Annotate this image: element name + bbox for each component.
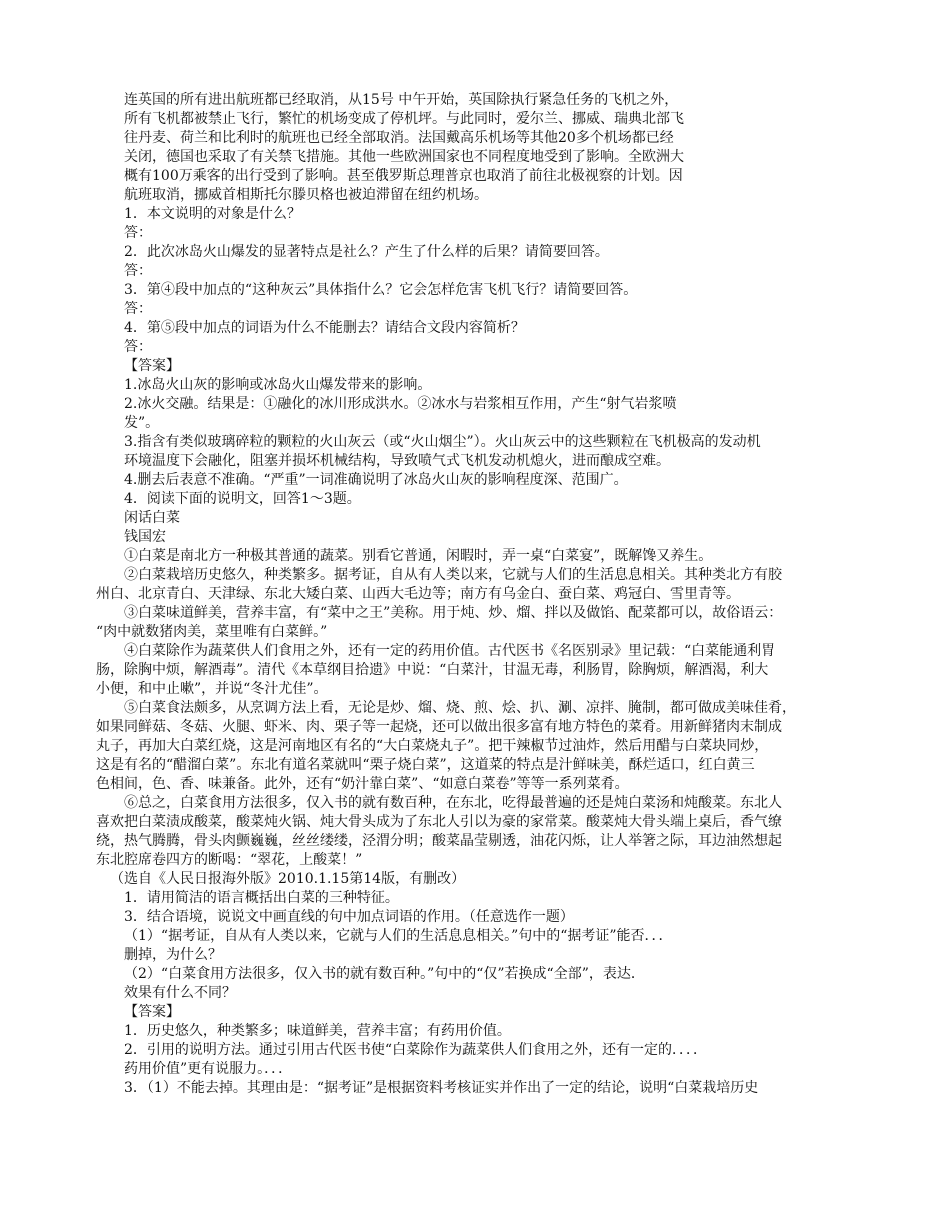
answer-label: 答： bbox=[124, 225, 152, 241]
answer-label: 答： bbox=[124, 301, 152, 317]
answer-line: 1.冰岛火山灰的影响或冰岛火山爆发带来的影响。 bbox=[124, 377, 432, 393]
paragraph-line: 喜欢把白菜渍成酸菜，酸菜炖火锅、炖大骨头成为了东北人引以为豪的家常菜。酸菜炖大骨头端上桌后，香气缭 bbox=[96, 814, 782, 830]
paragraph-line: 州白、北京青白、天津绿、东北大矮白菜、山西大毛边等；南方有乌金白、蚕白菜、鸡冠白、雪里青等。 bbox=[96, 586, 740, 602]
answer-label: 答： bbox=[124, 263, 152, 279]
text-line: 关闭，德国也采取了有关禁飞措施。其他一些欧洲国家也不同程度地受到了影响。全欧洲大 bbox=[124, 149, 684, 165]
question-line: 效果有什么不同？ bbox=[124, 985, 236, 1001]
text-line: 概有100万乘客的出行受到了影响。甚至俄罗斯总理普京也取消了前往北极视察的计划。因 bbox=[124, 168, 683, 184]
answer-line: 2．引用的说明方法。通过引用古代医书使“白菜除作为蔬菜供人们食用之外，还有一定的．．．． bbox=[124, 1042, 708, 1058]
answer-heading: 【答案】 bbox=[124, 1004, 180, 1020]
paragraph-line: 如果同鲜菇、冬菇、火腿、虾米、肉、栗子等一起烧，还可以做出很多富有地方特色的菜肴。用新鲜猪肉末制成 bbox=[96, 719, 782, 735]
paragraph-line: ②白菜栽培历史悠久，种类繁多。据考证，自从有人类以来，它就与人们的生活息息相关。其种类北方有胶 bbox=[124, 567, 782, 583]
answer-line: 2.冰火交融。结果是：①融化的冰川形成洪水。②冰水与岩浆相互作用，产生“射气岩浆喷 bbox=[124, 396, 677, 412]
text-line: 所有飞机都被禁止飞行，繁忙的机场变成了停机坪。与此同时，爱尔兰、挪威、瑞典北部飞 bbox=[124, 111, 684, 127]
answer-line: 1．历史悠久，种类繁多；味道鲜美，营养丰富；有药用价值。 bbox=[124, 1023, 511, 1039]
paragraph-line: 小便，和中止嗽”，并说“冬汁尤佳”。 bbox=[96, 681, 328, 697]
answer-heading: 【答案】 bbox=[124, 358, 180, 374]
question-1: 1．本文说明的对象是什么？ bbox=[124, 206, 301, 222]
paragraph-line: ⑥总之，白菜食用方法很多，仅入书的就有数百种，在东北，吃得最普遍的还是炖白菜汤和炖酸菜。东北人 bbox=[124, 795, 782, 811]
question-line: 3．结合语境，说说文中画直线的句中加点词语的作用。（任意选作一题） bbox=[124, 909, 574, 925]
answer-label: 答： bbox=[124, 339, 152, 355]
paragraph-line: 东北腔席卷四方的断喝：“翠花，上酸菜！” bbox=[96, 852, 363, 868]
paragraph-line: 绕，热气腾腾，骨头肉颤巍巍，丝丝缕缕，泾渭分明；酸菜晶莹剔透，油花闪烁，让人举箸之际，耳边油然想起 bbox=[96, 833, 782, 849]
paragraph-line: 肠，除胸中烦，解酒毒”。清代《本草纲目拾遗》中说：“白菜汁，甘温无毒，利肠胃，除胸烦，解酒渴，利大 bbox=[96, 662, 769, 678]
answer-line: 环境温度下会融化，阻塞并损坏机械结构，导致喷气式飞机发动机熄火，进而酿成空难。 bbox=[124, 453, 670, 469]
question-4: 4．第⑤段中加点的词语为什么不能删去？请结合文段内容简析？ bbox=[124, 320, 525, 336]
article-author: 钱国宏 bbox=[124, 529, 166, 545]
answer-line: 发”。 bbox=[124, 415, 160, 431]
paragraph-line: 色相间，色、香、味兼备。此外，还有“奶汁靠白菜”、“如意白菜卷”等等一系列菜肴。 bbox=[96, 776, 629, 792]
section-prompt: 4．阅读下面的说明文，回答1～3题。 bbox=[124, 491, 361, 507]
article-title: 闲话白菜 bbox=[124, 510, 180, 526]
question-line: （1）“据考证，自从有人类以来，它就与人们的生活息息相关。”句中的“据考证”能否．．． bbox=[124, 928, 673, 944]
question-2: 2．此次冰岛火山爆发的显著特点是社么？产生了什么样的后果？请简要回答。 bbox=[124, 244, 609, 260]
source-note: （选自《人民日报海外版》2010.1.15第14版，有删改） bbox=[110, 871, 466, 887]
paragraph-line: “肉中就数猪肉美，菜里唯有白菜鲜。” bbox=[96, 624, 328, 640]
text-line: 往丹麦、荷兰和比利时的航班也已经全部取消。法国戴高乐机场等其他20多个机场都已经 bbox=[124, 130, 674, 146]
paragraph-line: ⑤白菜食法颇多，从烹调方法上看，无论是炒、熘、烧、煎、烩、扒、涮、凉拌、腌制，都可做成美味佳肴， bbox=[124, 700, 796, 716]
answer-line: 4.删去后表意不准确。“严重”一词准确说明了冰岛火山灰的影响程度深、范围广。 bbox=[124, 472, 628, 488]
answer-line: 药用价值”更有说服力。．．． bbox=[124, 1061, 293, 1077]
question-line: 1．请用简洁的语言概括出白菜的三种特征。 bbox=[124, 890, 399, 906]
text-line: 航班取消，挪威首相斯托尔滕贝格也被迫滞留在纽约机场。 bbox=[124, 187, 488, 203]
paragraph-line: ④白菜除作为蔬菜供人们食用之外，还有一定的药用价值。古代医书《名医别录》里记载：“白菜能通利胃 bbox=[124, 643, 776, 659]
paragraph-line: ①白菜是南北方一种极其普通的蔬菜。别看它普通，闲暇时，弄一桌“白菜宴”，既解馋又养生。 bbox=[124, 548, 713, 564]
paragraph-line: 丸子，再加大白菜红烧，这是河南地区有名的“大白菜烧丸子”。把干辣椒节过油炸，然后用醋与白菜块同炒， bbox=[96, 738, 769, 754]
question-line: （2）“白菜食用方法很多，仅入书的就有数百种。”句中的“仅”若换成“全部”，表达． bbox=[124, 966, 645, 982]
text-line: 连英国的所有进出航班都已经取消，从15号 中午开始，英国除执行紧急任务的飞机之外， bbox=[124, 92, 679, 108]
answer-line: 3.指含有类似玻璃碎粒的颗粒的火山灰云（或“火山烟尘”）。火山灰云中的这些颗粒在飞机极高的发动机 bbox=[124, 434, 761, 450]
question-line: 删掉，为什么？ bbox=[124, 947, 222, 963]
answer-line: 3．（1）不能去掉。其理由是：“据考证”是根据资料考核证实并作出了一定的结论，说明“白菜栽培历史 bbox=[124, 1080, 759, 1096]
question-3: 3．第④段中加点的“这种灰云”具体指什么？它会怎样危害飞机飞行？请简要回答。 bbox=[124, 282, 638, 298]
paragraph-line: 这是有名的“醋溜白菜”。东北有道名菜就叫“栗子烧白菜”，这道菜的特点是汁鲜味美，酥烂适口，红白黄三 bbox=[96, 757, 755, 773]
paragraph-line: ③白菜味道鲜美，营养丰富，有“菜中之王”美称。用于炖、炒、熘、拌以及做馅、配菜都可以，故俗语云： bbox=[124, 605, 783, 621]
